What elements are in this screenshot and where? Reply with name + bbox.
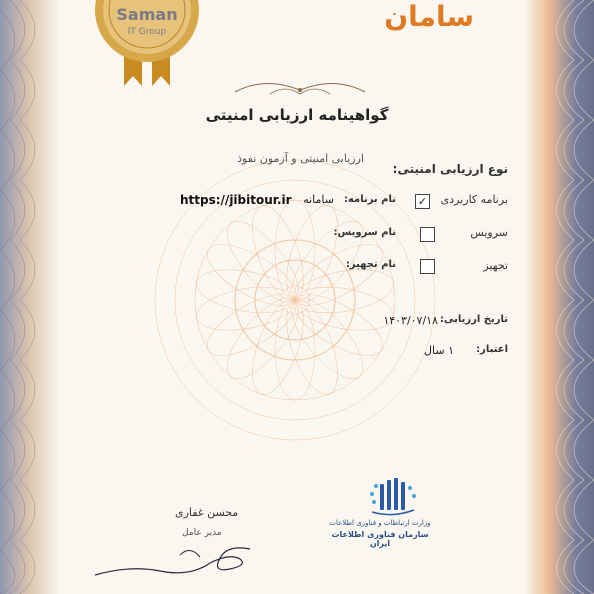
assessment-scope-value: ارزیابی امنیتی و آزمون نفوذ: [237, 152, 364, 165]
assessment-type-label: نوع ارزیابی امنیتی:: [392, 162, 508, 176]
organization-name: سازمان فناوری اطلاعات ایران: [331, 530, 429, 548]
service-name-label: نام سرویس:: [333, 227, 396, 238]
validity-label: اعتبار:: [476, 344, 508, 355]
validity-value: ۱ سال: [424, 344, 454, 357]
application-checkbox[interactable]: ✓: [415, 194, 430, 209]
device-checkbox[interactable]: [420, 259, 435, 274]
signatory-name: محسن غفاری: [175, 506, 239, 519]
type-label-application: برنامه کاربردی: [440, 193, 508, 206]
type-label-device: تجهیز: [483, 259, 508, 272]
type-label-service: سرویس: [470, 226, 508, 239]
application-url: https://jibitour.ir: [180, 193, 292, 207]
assessment-date-value: ۱۴۰۳/۰۷/۱۸: [383, 314, 438, 327]
saman-logo: سامان: [384, 0, 474, 33]
right-guilloche-border: [524, 0, 594, 594]
svg-text:Saman: Saman: [116, 5, 178, 24]
ministry-name: وزارت ارتباطات و فناوری اطلاعات: [329, 519, 431, 527]
application-name-label: نام برنامه:: [343, 194, 396, 205]
saman-medal-seal: [92, 0, 202, 90]
device-name-label: نام تجهیز:: [345, 259, 396, 270]
signatory-role: مدیر عامل: [182, 528, 222, 538]
service-checkbox[interactable]: [420, 227, 435, 242]
ito-emblem-icon: [358, 474, 428, 519]
handwritten-signature: [90, 535, 260, 585]
left-guilloche-border: [0, 0, 60, 594]
certificate-title: گواهینامه ارزیابی امنیتی: [205, 106, 389, 124]
application-name-value: سامانه: [303, 193, 334, 206]
title-ornament: [230, 74, 370, 104]
assessment-date-label: تاریخ ارزیابی:: [439, 314, 508, 325]
svg-text:IT Group: IT Group: [127, 27, 167, 37]
